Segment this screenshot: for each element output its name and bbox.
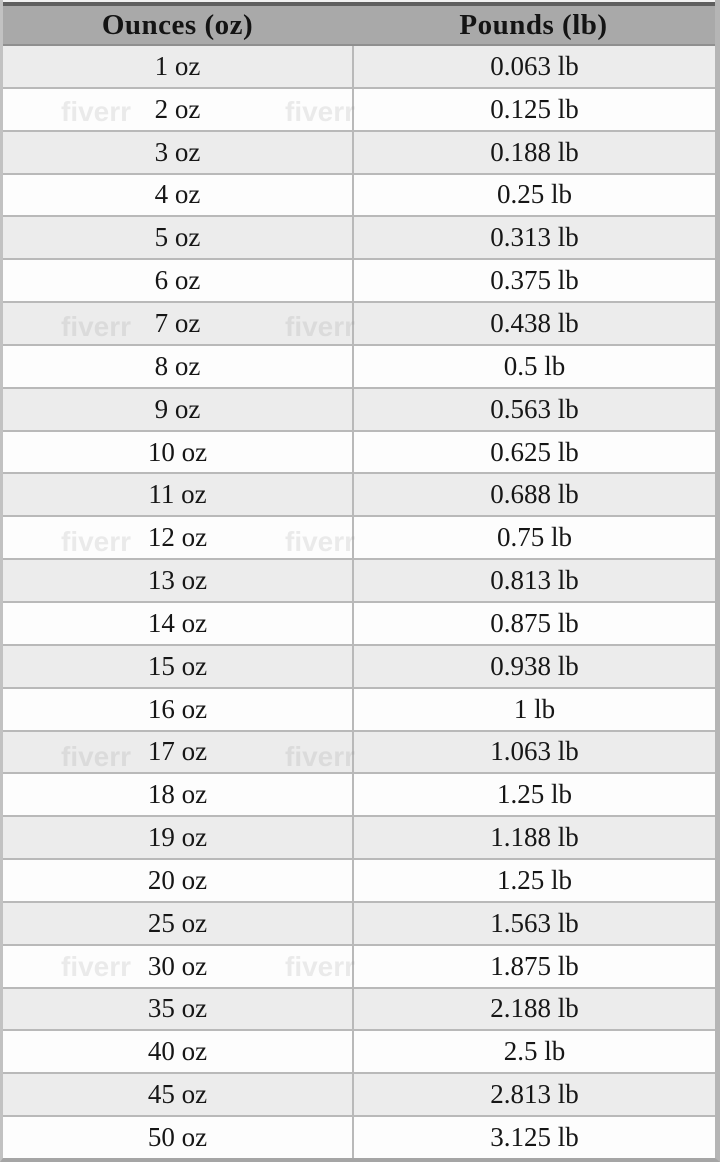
pounds-cell: 0.375 lb xyxy=(490,265,579,296)
table-row xyxy=(3,260,715,303)
table-row xyxy=(3,774,715,817)
ounces-cell: 30 oz xyxy=(3,946,354,987)
pounds-cell: 0.5 lb xyxy=(503,350,566,381)
ounces-cell: 18 oz xyxy=(3,774,354,815)
ounces-cell: 7 oz xyxy=(3,303,354,344)
ounces-cell: 20 oz xyxy=(3,860,354,901)
table-row xyxy=(3,903,715,946)
pounds-cell: 3.125 lb xyxy=(490,1122,579,1153)
ounces-cell: 9 oz xyxy=(3,389,354,430)
pounds-cell: 2.188 lb xyxy=(490,993,579,1024)
pounds-cell: 0.313 lb xyxy=(490,222,579,253)
pounds-cell: 0.813 lb xyxy=(490,565,579,596)
ounces-cell: 40 oz xyxy=(3,1031,354,1072)
table-row xyxy=(3,1031,715,1074)
table-row xyxy=(3,175,715,218)
ounces-cell: 15 oz xyxy=(3,646,354,687)
table-header-row xyxy=(3,6,715,46)
table-row xyxy=(3,474,715,517)
table-row xyxy=(3,389,715,432)
pounds-cell: 0.063 lb xyxy=(490,50,579,81)
pounds-cell: 2.5 lb xyxy=(503,1036,566,1067)
table-row xyxy=(3,346,715,389)
pounds-cell: 1 lb xyxy=(513,693,556,724)
pounds-cell: 0.625 lb xyxy=(490,436,579,467)
ounces-cell: 10 oz xyxy=(3,432,354,473)
pounds-cell: 1.188 lb xyxy=(490,822,579,853)
ounces-cell: 19 oz xyxy=(3,817,354,858)
pounds-cell: 0.75 lb xyxy=(496,522,572,553)
pounds-cell: 0.125 lb xyxy=(490,93,579,124)
pounds-cell: 0.438 lb xyxy=(490,307,579,338)
ounces-cell: 13 oz xyxy=(3,560,354,601)
ounces-cell: 17 oz xyxy=(3,732,354,773)
ounces-cell: 35 oz xyxy=(3,989,354,1030)
table-body xyxy=(3,46,715,1158)
ounces-cell: 45 oz xyxy=(3,1074,354,1115)
pounds-cell: 0.188 lb xyxy=(490,136,579,167)
pounds-cell: 1.875 lb xyxy=(490,950,579,981)
ounces-cell: 25 oz xyxy=(3,903,354,944)
table-row xyxy=(3,132,715,175)
pounds-cell: 0.563 lb xyxy=(490,393,579,424)
table-row xyxy=(3,303,715,346)
table-row xyxy=(3,1117,715,1158)
column-header-pounds: Pounds (lb) xyxy=(459,8,608,41)
ounces-cell: 14 oz xyxy=(3,603,354,644)
table-row xyxy=(3,989,715,1032)
table-row xyxy=(3,46,715,89)
table-row xyxy=(3,817,715,860)
pounds-cell: 1.25 lb xyxy=(496,864,572,895)
pounds-cell: 0.875 lb xyxy=(490,607,579,638)
pounds-cell: 1.063 lb xyxy=(490,736,579,767)
table-row xyxy=(3,1074,715,1117)
table-row xyxy=(3,89,715,132)
ounces-cell: 4 oz xyxy=(3,175,354,216)
ounces-cell: 6 oz xyxy=(3,260,354,301)
ounces-cell: 50 oz xyxy=(3,1117,354,1158)
ounces-cell: 12 oz xyxy=(3,517,354,558)
pounds-cell: 0.25 lb xyxy=(496,179,572,210)
table-row xyxy=(3,860,715,903)
pounds-cell: 2.813 lb xyxy=(490,1079,579,1110)
table-row xyxy=(3,560,715,603)
table-row xyxy=(3,946,715,989)
ounces-cell: 16 oz xyxy=(3,689,354,730)
pounds-cell: 1.563 lb xyxy=(490,907,579,938)
column-header-ounces: Ounces (oz) xyxy=(101,8,254,41)
table-row xyxy=(3,646,715,689)
table-row xyxy=(3,217,715,260)
ounces-cell: 11 oz xyxy=(3,474,354,515)
table-row xyxy=(3,517,715,560)
pounds-cell: 0.938 lb xyxy=(490,650,579,681)
ounces-cell: 8 oz xyxy=(3,346,354,387)
table-row xyxy=(3,432,715,475)
pounds-cell: 0.688 lb xyxy=(490,479,579,510)
pounds-cell: 1.25 lb xyxy=(496,779,572,810)
table-row xyxy=(3,689,715,732)
ounces-cell: 5 oz xyxy=(3,217,354,258)
ounces-cell: 2 oz xyxy=(3,89,354,130)
table-row xyxy=(3,603,715,646)
table-row xyxy=(3,732,715,775)
ounces-cell: 3 oz xyxy=(3,132,354,173)
ounces-cell: 1 oz xyxy=(3,46,354,87)
